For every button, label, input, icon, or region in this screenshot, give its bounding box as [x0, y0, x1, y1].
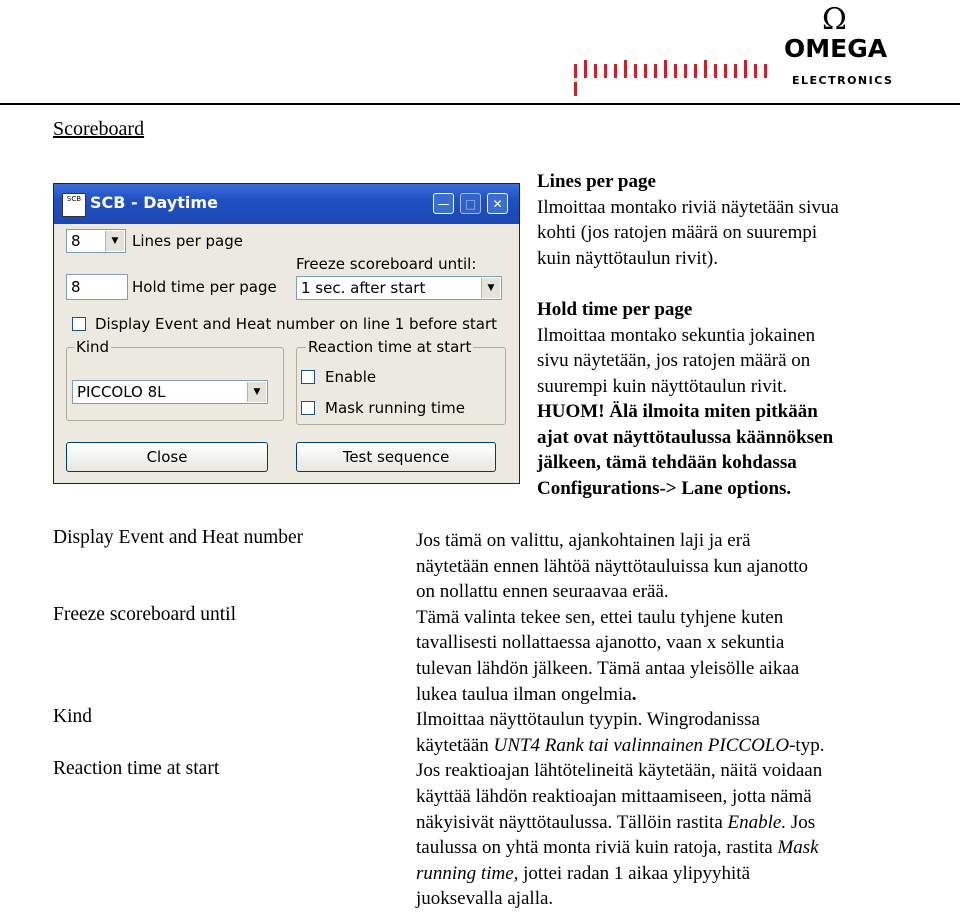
desc-reaction-3c: Jos	[786, 811, 816, 833]
desc-reaction-3a: näkyisivät näyttötaulussa. Tällöin rastita	[416, 811, 728, 833]
enable-label: Enable	[325, 368, 377, 386]
note-line-1: HUOM! Älä ilmoita miten pitkään	[537, 401, 818, 422]
logo-tick-marks	[574, 60, 782, 78]
lines-text-1: Ilmoittaa montako riviä näytetään sivua	[537, 196, 839, 218]
hold-time-value: 8	[71, 278, 81, 296]
desc-reaction-5a: running time,	[416, 862, 519, 884]
desc-kind-2b: UNT4 Rank tai valinnainen PICCOLO	[493, 734, 790, 756]
desc-reaction-5	[416, 861, 750, 887]
kind-value: PICCOLO 8L	[77, 383, 166, 401]
minimize-icon[interactable]: —	[433, 193, 454, 214]
hold-text-3: suurempi kuin näyttötaulun rivit.	[537, 375, 788, 397]
test-sequence-button[interactable]: Test sequence	[296, 442, 496, 472]
desc-reaction-1: Jos reaktioajan lähtötelineitä käytetään, näitä voidaan	[416, 760, 823, 782]
reaction-group-label: Reaction time at start	[308, 338, 472, 356]
desc-freeze-1: Tämä valinta tekee sen, ettei taulu tyhjene kuten	[416, 606, 784, 628]
lines-per-page-value: 8	[71, 232, 81, 250]
note-line-4: Configurations-> Lane options.	[537, 477, 792, 499]
desc-reaction-5b: jottei radan 1 aikaa ylipyyhitä	[518, 862, 751, 884]
mask-running-time-label: Mask running time	[325, 399, 465, 417]
header-rule	[0, 103, 960, 105]
lines-text-3: kuin näyttötaulun rivit).	[537, 247, 719, 269]
term-freeze: Freeze scoreboard until	[53, 604, 237, 625]
desc-freeze-4-text: lukea taulua ilman ongelmia	[416, 683, 632, 705]
logo-brand: OMEGA	[784, 34, 888, 63]
display-event-checkbox[interactable]	[72, 317, 86, 331]
logo-subtitle: ELECTRONICS	[792, 74, 894, 87]
hold-text-2: sivu näytetään, jos ratojen määrä on	[537, 350, 811, 371]
desc-display-2: näytetään ennen lähtöä näyttötauluissa kun ajanotto	[416, 555, 809, 577]
desc-kind-2	[416, 733, 824, 759]
lines-heading: Lines per page	[537, 171, 656, 192]
maximize-icon: □	[460, 193, 481, 214]
desc-reaction-4a: taulussa on yhtä monta riviä kuin ratoja, rastita	[416, 837, 778, 859]
term-display-event: Display Event and Heat number	[53, 527, 304, 548]
scb-daytime-window	[53, 183, 520, 484]
chevron-down-icon[interactable]: ▼	[105, 231, 124, 251]
window-titlebar[interactable]	[54, 184, 519, 224]
term-reaction: Reaction time at start	[53, 758, 220, 779]
note-line-3: jälkeen, tämä tehdään kohdassa	[537, 452, 797, 473]
hold-heading: Hold time per page	[537, 299, 693, 320]
desc-reaction-2: käyttää lähdön reaktioajan mittaamiseen, jotta nämä	[416, 786, 812, 807]
desc-kind-2c: -typ.	[789, 734, 825, 756]
term-kind: Kind	[53, 706, 92, 727]
hold-text-1: Ilmoittaa montako sekuntia jokainen	[537, 324, 816, 346]
close-button[interactable]: Close	[66, 442, 268, 472]
desc-reaction-3	[416, 810, 815, 836]
kind-group-label: Kind	[76, 338, 110, 356]
desc-freeze-4	[416, 682, 637, 708]
desc-freeze-3: tulevan lähdön jälkeen. Tämä antaa yleisölle aikaa	[416, 658, 800, 679]
chevron-down-icon[interactable]: ▼	[247, 382, 266, 402]
freeze-value: 1 sec. after start	[301, 279, 426, 297]
kind-select[interactable]	[72, 380, 268, 404]
desc-display-3: on nollattu ennen seuraavaa erää.	[416, 581, 669, 603]
note-line-2: ajat ovat näyttötaulussa käännöksen	[537, 426, 834, 448]
hold-time-input[interactable]	[66, 274, 128, 300]
desc-freeze-2: tavallisesti nollattaessa ajanotto, vaan x sekuntia	[416, 632, 785, 654]
desc-kind-2a: käytetään	[416, 734, 494, 756]
desc-reaction-4	[416, 835, 819, 861]
lines-per-page-label: Lines per page	[132, 232, 243, 250]
desc-display-1: Jos tämä on valittu, ajankohtainen laji ja erä	[416, 530, 751, 551]
desc-freeze-4-end: .	[631, 683, 637, 705]
lines-text-2: kohti (jos ratojen määrä on suurempi	[537, 222, 818, 243]
omega-electronics-logo	[572, 4, 898, 88]
omega-symbol: Ω	[822, 2, 847, 37]
window-title: SCB - Daytime	[90, 193, 218, 212]
desc-reaction-4b: Mask	[777, 837, 819, 859]
lines-per-page-select[interactable]	[66, 229, 126, 253]
hold-time-label: Hold time per page	[132, 278, 277, 296]
freeze-select[interactable]	[296, 276, 502, 300]
enable-checkbox[interactable]	[301, 370, 315, 384]
desc-kind-1: Ilmoittaa näyttötaulun tyypin. Wingrodanissa	[416, 709, 760, 731]
mask-running-time-checkbox[interactable]	[301, 401, 315, 415]
chevron-down-icon[interactable]: ▼	[481, 278, 500, 298]
desc-reaction-6: juoksevalla ajalla.	[416, 888, 554, 910]
app-icon: SCB	[62, 193, 86, 217]
section-title: Scoreboard	[53, 118, 145, 140]
display-event-label: Display Event and Heat number on line 1 before start	[95, 315, 498, 333]
close-icon[interactable]: ✕	[487, 193, 508, 214]
freeze-label: Freeze scoreboard until:	[296, 255, 477, 273]
desc-reaction-3b: Enable.	[727, 811, 787, 833]
